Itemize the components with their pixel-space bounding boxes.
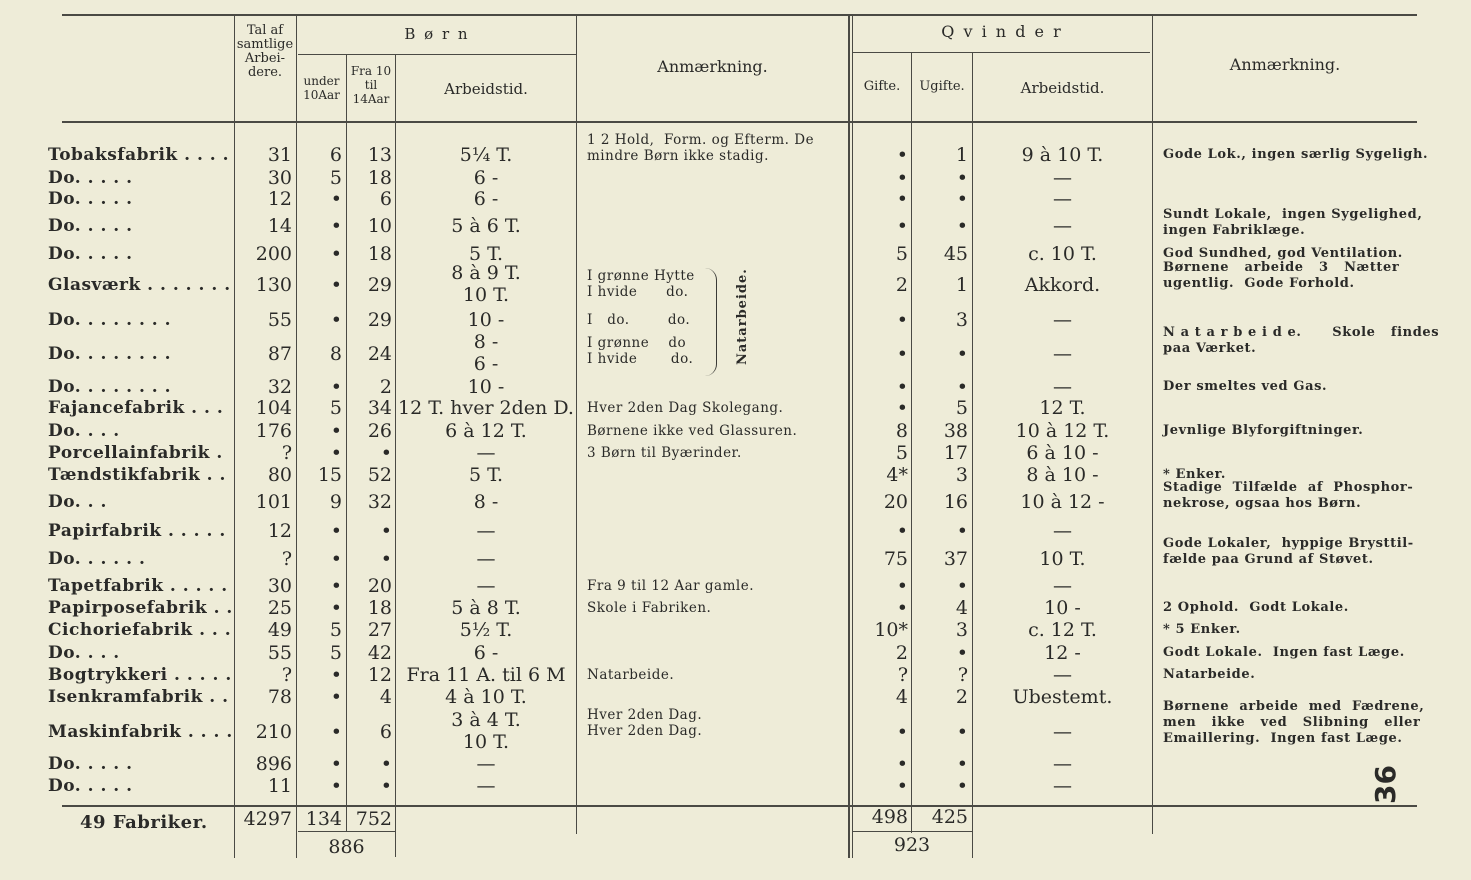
- totals-born-sum: 886: [328, 836, 365, 858]
- cell-under-10: •: [330, 274, 342, 296]
- cell-under-10: •: [330, 548, 342, 570]
- cell-under-10: 5: [329, 619, 342, 641]
- row-name: Do. . . . . . . .: [48, 310, 172, 330]
- cell-arbeidstid: 6 -: [473, 188, 499, 210]
- cell-arbeidstid: 5¼ T.: [459, 144, 513, 166]
- cell-arbeidstid: —: [476, 753, 496, 775]
- cell-arbeidstid-qvinder: —: [1053, 721, 1072, 743]
- cell-arbeidstid: 10 -: [467, 309, 505, 331]
- totals-tal: 4297: [243, 808, 292, 830]
- cell-arbeidstid: 6 à 12 T.: [445, 420, 527, 442]
- cell-anmaerkning: 1 2 Hold, Form. og Efterm. De mindre Børn ikke stadig.: [587, 132, 815, 164]
- cell-ugifte: •: [956, 167, 968, 189]
- cell-arbeidstid-qvinder: 10 à 12 -: [1020, 491, 1105, 513]
- cell-under-10: 9: [329, 491, 342, 513]
- cell-tal: 104: [255, 397, 292, 419]
- cell-ugifte: •: [956, 188, 968, 210]
- cell-under-10: •: [330, 309, 342, 331]
- cell-arbeidstid-qvinder: Ubestemt.: [1012, 686, 1113, 708]
- cell-tal: 101: [255, 491, 292, 513]
- cell-arbeidstid-qvinder: —: [1053, 167, 1072, 189]
- cell-arbeidstid: 6 -: [473, 167, 499, 189]
- cell-ugifte: 17: [943, 442, 968, 464]
- row-name: Do. . . . . . . .: [48, 377, 172, 397]
- cell-tal: 55: [267, 642, 292, 664]
- row-name: Do. . . . .: [48, 754, 133, 774]
- totals-ugifte: 425: [931, 806, 968, 828]
- cell-under-10: •: [330, 215, 342, 237]
- cell-under-10: •: [330, 775, 342, 797]
- cell-under-10: •: [330, 376, 342, 398]
- cell-arbeidstid-qvinder: 6 à 10 -: [1026, 442, 1099, 464]
- cell-ugifte: ?: [957, 664, 968, 686]
- cell-tal: 130: [255, 274, 292, 296]
- cell-arbeidstid-qvinder: —: [1053, 520, 1072, 542]
- cell-arbeidstid: —: [476, 520, 496, 542]
- cell-arbeidstid: Fra 11 A. til 6 M: [406, 664, 566, 686]
- cell-tal: 30: [267, 167, 292, 189]
- cell-arbeidstid-qvinder: —: [1053, 753, 1072, 775]
- cell-fra-10-14: 4: [379, 686, 392, 708]
- cell-anmaerkning: Skole i Fabriken.: [587, 600, 712, 616]
- cell-gifte: •: [896, 215, 908, 237]
- row-name: Maskinfabrik . . . .: [48, 722, 233, 742]
- cell-under-10: •: [330, 420, 342, 442]
- cell-anmaerkning-qvinder: N a t a r b e i d e. Skole findes paa Værket.: [1163, 325, 1440, 356]
- cell-arbeidstid: —: [476, 442, 496, 464]
- row-name: Tapetfabrik . . . . .: [48, 576, 228, 596]
- rule-qvinder-sum: [852, 831, 972, 832]
- cell-gifte: 5: [895, 442, 908, 464]
- cell-anmaerkning: Hver 2den Dag. Hver 2den Dag.: [587, 707, 703, 739]
- row-name: Do. . . . .: [48, 244, 133, 264]
- cell-arbeidstid-qvinder: 10 T.: [1039, 548, 1086, 570]
- header-under-10: under 10Aar: [303, 74, 340, 102]
- cell-under-10: 5: [329, 642, 342, 664]
- row-name: Papirfabrik . . . . .: [48, 521, 226, 541]
- cell-fra-10-14: 24: [367, 343, 392, 365]
- cell-gifte: •: [896, 376, 908, 398]
- cell-under-10: •: [330, 442, 342, 464]
- header-born: B ø r n: [404, 25, 470, 43]
- cell-ugifte: •: [956, 642, 968, 664]
- cell-anmaerkning-qvinder: Godt Lokale. Ingen fast Læge.: [1163, 645, 1405, 660]
- cell-under-10: •: [330, 721, 342, 743]
- page-number: 36: [1368, 765, 1402, 804]
- cell-ugifte: •: [956, 753, 968, 775]
- row-name: Do. . . . .: [48, 776, 133, 796]
- cell-anmaerkning-qvinder: Stadige Tilfælde af Phosphor- nekrose, ogsaa hos Børn.: [1163, 480, 1414, 511]
- cell-under-10: •: [330, 753, 342, 775]
- cell-anmaerkning-qvinder: Sundt Lokale, ingen Sygelighed, ingen Fabriklæge.: [1163, 207, 1423, 238]
- cell-fra-10-14: •: [380, 753, 392, 775]
- cell-gifte: •: [896, 721, 908, 743]
- cell-anmaerkning-qvinder: God Sundhed, god Ventilation.: [1163, 246, 1403, 261]
- cell-tal: 78: [267, 686, 292, 708]
- cell-arbeidstid: 4 à 10 T.: [445, 686, 527, 708]
- cell-anmaerkning-qvinder: Natarbeide.: [1163, 667, 1256, 682]
- totals-under-10: 134: [305, 808, 342, 830]
- cell-under-10: 5: [329, 167, 342, 189]
- cell-fra-10-14: 32: [367, 491, 392, 513]
- vline: [296, 14, 297, 858]
- cell-fra-10-14: 29: [367, 274, 392, 296]
- cell-ugifte: 3: [955, 619, 968, 641]
- header-gifte: Gifte.: [863, 79, 901, 94]
- cell-ugifte: •: [956, 376, 968, 398]
- header-arbeidstid-qvinder: Arbeidstid.: [1020, 79, 1105, 97]
- row-name: Do. . . .: [48, 421, 120, 441]
- vline: [848, 14, 850, 858]
- cell-tal: 896: [255, 753, 292, 775]
- cell-arbeidstid-qvinder: —: [1053, 575, 1072, 597]
- cell-ugifte: 37: [943, 548, 968, 570]
- cell-arbeidstid-qvinder: —: [1053, 775, 1072, 797]
- cell-anmaerkning-qvinder: Børnene arbeide 3 Nætter ugentlig. Gode Forhold.: [1163, 260, 1400, 291]
- cell-fra-10-14: •: [380, 520, 392, 542]
- cell-gifte: 4*: [886, 464, 908, 486]
- cell-gifte: 75: [883, 548, 908, 570]
- cell-tal: ?: [281, 442, 292, 464]
- vline: [234, 14, 235, 858]
- row-name: Fajancefabrik . . .: [48, 398, 224, 418]
- cell-under-10: 5: [329, 397, 342, 419]
- cell-fra-10-14: 2: [379, 376, 392, 398]
- cell-fra-10-14: 10: [367, 215, 392, 237]
- cell-gifte: 10*: [874, 619, 908, 641]
- cell-arbeidstid-qvinder: —: [1053, 188, 1072, 210]
- rule-qvinder-sub: [852, 52, 1150, 53]
- totals-qvinder-sum: 923: [893, 834, 931, 856]
- cell-tal: 30: [267, 575, 292, 597]
- cell-arbeidstid-qvinder: —: [1053, 215, 1072, 237]
- cell-ugifte: •: [956, 215, 968, 237]
- cell-anmaerkning: Børnene ikke ved Glassuren.: [587, 423, 798, 439]
- cell-ugifte: 1: [955, 274, 968, 296]
- cell-arbeidstid: 3 à 4 T. 10 T.: [451, 709, 521, 753]
- cell-gifte: •: [896, 520, 908, 542]
- cell-gifte: 8: [895, 420, 908, 442]
- cell-tal: ?: [281, 664, 292, 686]
- cell-anmaerkning: I grønne Hytte I hvide do.: [587, 268, 695, 300]
- cell-gifte: 5: [895, 243, 908, 265]
- cell-gifte: •: [896, 144, 908, 166]
- cell-anmaerkning-qvinder: * 5 Enker.: [1163, 622, 1241, 637]
- totals-fra-10-14: 752: [355, 808, 392, 830]
- cell-ugifte: 2: [955, 686, 968, 708]
- row-name: Do. . . . . .: [48, 549, 146, 569]
- cell-under-10: •: [330, 664, 342, 686]
- rule-totals: [62, 805, 1417, 807]
- cell-fra-10-14: 18: [367, 597, 392, 619]
- cell-tal: 25: [267, 597, 292, 619]
- cell-fra-10-14: 18: [367, 243, 392, 265]
- cell-under-10: 15: [317, 464, 342, 486]
- cell-arbeidstid-qvinder: —: [1053, 309, 1072, 331]
- cell-tal: 14: [267, 215, 292, 237]
- row-name: Tobaksfabrik . . . .: [48, 145, 230, 165]
- cell-tal: ?: [281, 548, 292, 570]
- row-name: Do. . . . .: [48, 168, 133, 188]
- cell-arbeidstid: 8 à 9 T. 10 T.: [451, 262, 521, 306]
- cell-arbeidstid: —: [476, 548, 496, 570]
- cell-arbeidstid: 5 à 8 T.: [451, 597, 521, 619]
- vline: [911, 53, 912, 833]
- cell-arbeidstid: —: [476, 575, 496, 597]
- cell-anmaerkning-qvinder: Jevnlige Blyforgiftninger.: [1163, 423, 1364, 438]
- header-fra-10-14: Fra 10 til 14Aar: [350, 64, 392, 106]
- cell-arbeidstid-qvinder: c. 10 T.: [1028, 243, 1097, 265]
- cell-arbeidstid: 8 - 6 -: [473, 331, 499, 375]
- cell-anmaerkning-qvinder: Der smeltes ved Gas.: [1163, 379, 1328, 394]
- cell-fra-10-14: 6: [379, 188, 392, 210]
- cell-fra-10-14: 27: [367, 619, 392, 641]
- cell-gifte: ?: [897, 664, 908, 686]
- cell-tal: 49: [267, 619, 292, 641]
- cell-ugifte: •: [956, 520, 968, 542]
- row-name: Papirposefabrik . .: [48, 598, 233, 618]
- cell-arbeidstid: 10 -: [467, 376, 505, 398]
- cell-tal: 31: [267, 144, 292, 166]
- header-arbeidstid-born: Arbeidstid.: [444, 80, 528, 98]
- cell-ugifte: •: [956, 721, 968, 743]
- cell-gifte: 2: [895, 642, 908, 664]
- cell-arbeidstid-qvinder: Akkord.: [1024, 274, 1101, 296]
- row-name: Porcellainfabrik .: [48, 443, 223, 463]
- cell-gifte: 20: [883, 491, 908, 513]
- cell-under-10: 8: [329, 343, 342, 365]
- cell-anmaerkning: I grønne do I hvide do.: [587, 335, 694, 367]
- vline: [852, 14, 853, 858]
- cell-gifte: 4: [895, 686, 908, 708]
- cell-arbeidstid-qvinder: 12 T.: [1039, 397, 1086, 419]
- cell-under-10: •: [330, 243, 342, 265]
- cell-arbeidstid: 5 T.: [468, 243, 504, 265]
- cell-fra-10-14: 12: [367, 664, 392, 686]
- rule-top: [62, 14, 1417, 16]
- cell-ugifte: 45: [943, 243, 968, 265]
- cell-arbeidstid-qvinder: —: [1053, 664, 1072, 686]
- row-name: Do. . . . .: [48, 189, 133, 209]
- row-name: Do. . . . . . . .: [48, 344, 172, 364]
- cell-tal: 176: [255, 420, 292, 442]
- cell-gifte: •: [896, 188, 908, 210]
- cell-tal: 12: [267, 520, 292, 542]
- row-name: Bogtrykkeri . . . . .: [48, 665, 232, 685]
- cell-fra-10-14: 18: [367, 167, 392, 189]
- cell-tal: 80: [267, 464, 292, 486]
- cell-fra-10-14: •: [380, 775, 392, 797]
- cell-ugifte: 4: [955, 597, 968, 619]
- cell-ugifte: •: [956, 343, 968, 365]
- cell-arbeidstid: 6 -: [473, 642, 499, 664]
- cell-arbeidstid-qvinder: 10 à 12 T.: [1015, 420, 1110, 442]
- cell-anmaerkning-qvinder: Børnene arbeide med Fædrene, men ikke ved Slibning eller Emaillering. Ingen fast Læge.: [1163, 699, 1425, 746]
- row-name: Glasværk . . . . . . .: [48, 275, 231, 295]
- header-anmaerkning-qvinder: Anmærkning.: [1229, 55, 1341, 74]
- cell-under-10: •: [330, 686, 342, 708]
- cell-fra-10-14: 42: [367, 642, 392, 664]
- cell-fra-10-14: •: [380, 442, 392, 464]
- row-name: Cichoriefabrik . . .: [48, 620, 232, 640]
- header-tal-af-samtlige: Tal af samtlige Arbei- dere.: [236, 23, 294, 80]
- header-ugifte: Ugifte.: [919, 79, 965, 94]
- cell-arbeidstid-qvinder: 9 à 10 T.: [1021, 144, 1104, 166]
- cell-anmaerkning: Fra 9 til 12 Aar gamle.: [587, 578, 754, 594]
- cell-arbeidstid: 12 T. hver 2den D.: [398, 397, 574, 419]
- natarbeide-label: Natarbeide.: [735, 268, 750, 365]
- cell-arbeidstid: —: [476, 775, 496, 797]
- cell-arbeidstid: 8 -: [473, 491, 499, 513]
- cell-gifte: 2: [895, 274, 908, 296]
- cell-arbeidstid-qvinder: 8 à 10 -: [1026, 464, 1099, 486]
- cell-fra-10-14: 20: [367, 575, 392, 597]
- cell-gifte: •: [896, 775, 908, 797]
- cell-anmaerkning-qvinder: Gode Lok., ingen særlig Sygeligh.: [1163, 147, 1429, 162]
- row-name: Isenkramfabrik . .: [48, 687, 229, 707]
- cell-anmaerkning-qvinder: 2 Ophold. Godt Lokale.: [1163, 600, 1349, 615]
- rule-header-bottom: [62, 121, 1417, 123]
- cell-fra-10-14: 29: [367, 309, 392, 331]
- cell-arbeidstid: 5 à 6 T.: [451, 215, 521, 237]
- cell-arbeidstid: 5 T.: [468, 464, 504, 486]
- cell-gifte: •: [896, 597, 908, 619]
- cell-arbeidstid-qvinder: —: [1053, 343, 1072, 365]
- cell-arbeidstid-qvinder: 12 -: [1044, 642, 1081, 664]
- cell-fra-10-14: 13: [367, 144, 392, 166]
- cell-tal: 11: [267, 775, 292, 797]
- cell-under-10: •: [330, 575, 342, 597]
- vline: [576, 14, 577, 834]
- cell-fra-10-14: •: [380, 548, 392, 570]
- cell-anmaerkning: Natarbeide.: [587, 667, 675, 683]
- cell-arbeidstid: 5½ T.: [459, 619, 513, 641]
- cell-ugifte: 3: [955, 309, 968, 331]
- header-qvinder: Q v i n d e r: [941, 22, 1063, 41]
- totals-label: 49 Fabriker.: [80, 812, 208, 833]
- row-name: Do. . . .: [48, 643, 120, 663]
- cell-ugifte: 3: [955, 464, 968, 486]
- cell-arbeidstid-qvinder: 10 -: [1044, 597, 1081, 619]
- cell-gifte: •: [896, 397, 908, 419]
- row-name: Tændstikfabrik . .: [48, 465, 226, 485]
- cell-ugifte: 1: [955, 144, 968, 166]
- cell-under-10: 6: [329, 144, 342, 166]
- cell-tal: 87: [267, 343, 292, 365]
- cell-anmaerkning: 3 Børn til Byærinder.: [587, 445, 742, 461]
- totals-gifte: 498: [871, 806, 908, 828]
- cell-arbeidstid-qvinder: c. 12 T.: [1028, 619, 1097, 641]
- vline: [346, 55, 347, 832]
- cell-ugifte: 16: [943, 491, 968, 513]
- cell-tal: 12: [267, 188, 292, 210]
- cell-anmaerkning: Hver 2den Dag Skolegang.: [587, 400, 784, 416]
- cell-anmaerkning-qvinder: Gode Lokaler, hyppige Brysttil- fælde paa Grund af Støvet.: [1163, 536, 1414, 567]
- cell-gifte: •: [896, 343, 908, 365]
- natarbeide-brace: [702, 268, 717, 376]
- cell-under-10: •: [330, 188, 342, 210]
- row-name: Do. . . . .: [48, 216, 133, 236]
- cell-tal: 55: [267, 309, 292, 331]
- cell-fra-10-14: 6: [379, 721, 392, 743]
- rule-born-sub: [298, 54, 576, 55]
- cell-gifte: •: [896, 309, 908, 331]
- cell-under-10: •: [330, 520, 342, 542]
- cell-arbeidstid-qvinder: —: [1053, 376, 1072, 398]
- cell-ugifte: •: [956, 575, 968, 597]
- cell-under-10: •: [330, 597, 342, 619]
- row-name: Do. . .: [48, 492, 107, 512]
- cell-fra-10-14: 26: [367, 420, 392, 442]
- cell-fra-10-14: 52: [367, 464, 392, 486]
- cell-gifte: •: [896, 167, 908, 189]
- cell-tal: 200: [255, 243, 292, 265]
- cell-gifte: •: [896, 753, 908, 775]
- header-anmaerkning-born: Anmærkning.: [657, 57, 768, 76]
- cell-ugifte: 5: [955, 397, 968, 419]
- cell-fra-10-14: 34: [367, 397, 392, 419]
- cell-anmaerkning: I do. do.: [587, 312, 691, 328]
- cell-gifte: •: [896, 575, 908, 597]
- cell-ugifte: 38: [943, 420, 968, 442]
- cell-tal: 210: [255, 721, 292, 743]
- cell-ugifte: •: [956, 775, 968, 797]
- vline: [1152, 14, 1153, 834]
- cell-anmaerkning-qvinder: * Enker.: [1163, 467, 1226, 482]
- cell-tal: 32: [267, 376, 292, 398]
